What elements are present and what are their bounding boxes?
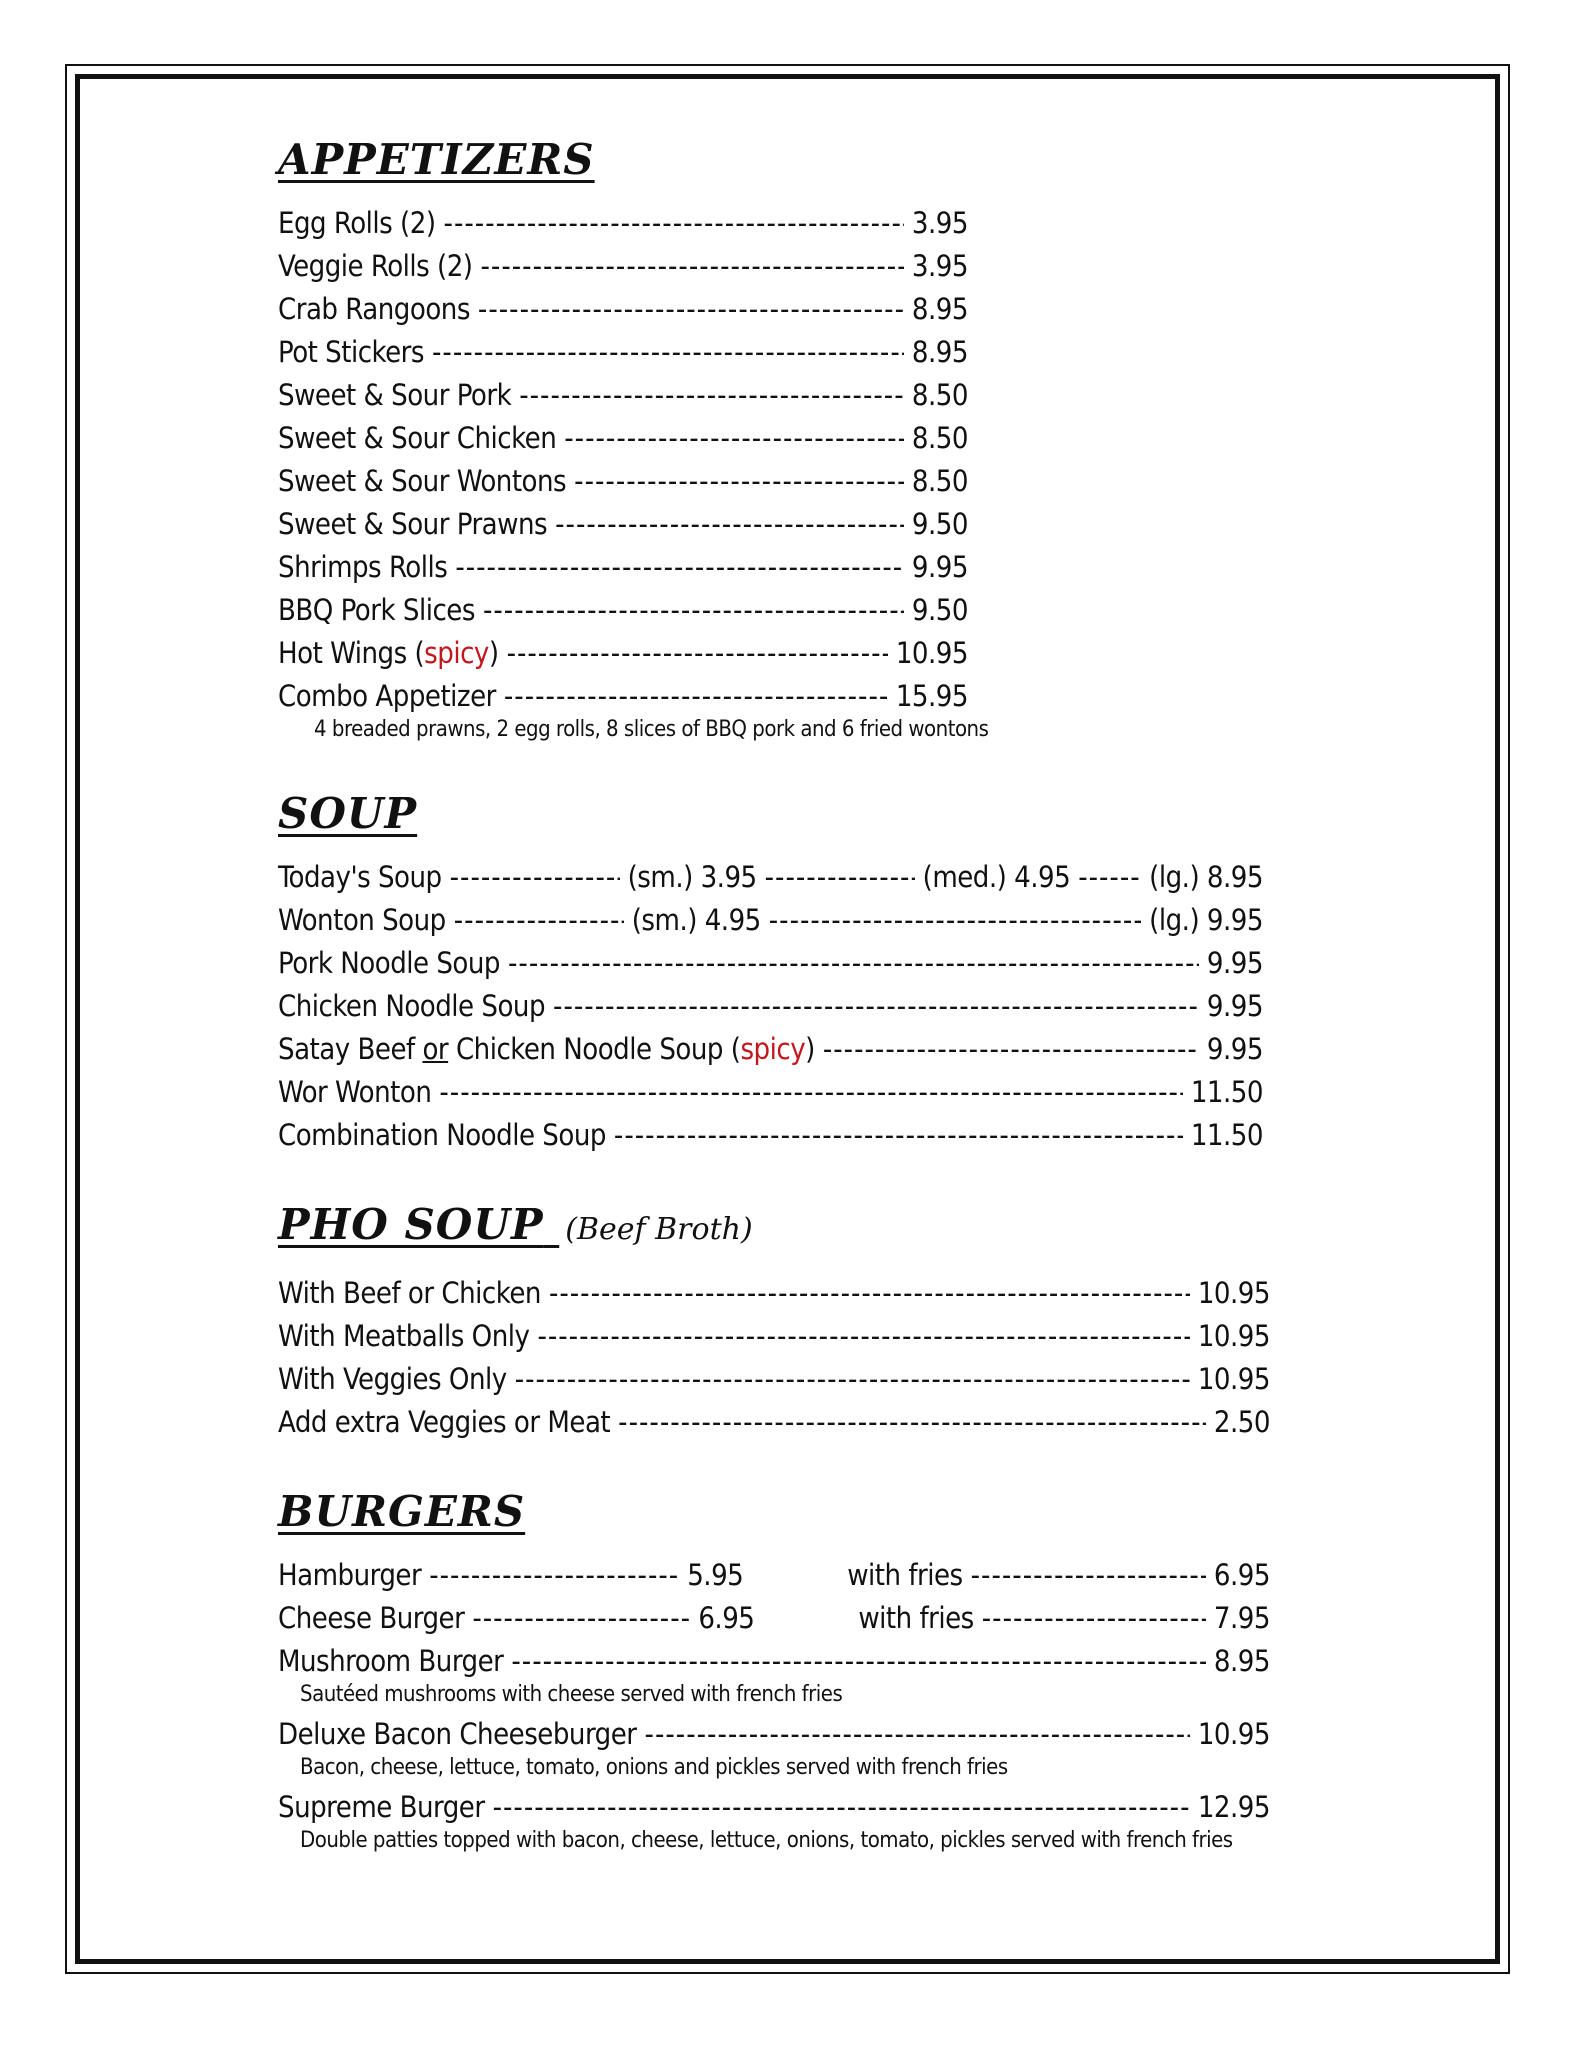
spicy-label: spicy — [424, 636, 489, 670]
menu-item — [278, 1597, 1270, 1640]
menu-item — [278, 1315, 1270, 1358]
soup-section — [278, 786, 1263, 1157]
burgers-heading: BURGERS — [278, 1487, 526, 1536]
item-price-small: (sm.) 4.95 — [631, 903, 761, 937]
item-description: 4 breaded prawns, 2 egg rolls, 8 slices of BBQ pork and 6 fried wontons — [314, 717, 989, 742]
menu-item — [278, 1272, 1270, 1315]
item-name: Crab Rangoons — [278, 292, 470, 326]
fries-label: with fries — [858, 1601, 974, 1635]
item-name: BBQ Pork Slices — [278, 593, 475, 627]
pho-heading: PHO SOUP (Beef Broth) — [278, 1197, 1270, 1258]
menu-item — [278, 1786, 1270, 1829]
menu-item — [278, 942, 1263, 985]
item-name: Combo Appetizer — [278, 679, 496, 713]
menu-item — [278, 417, 968, 460]
item-price: 11.50 — [1190, 1118, 1263, 1152]
menu-item — [278, 460, 968, 503]
item-price: 10.95 — [895, 636, 968, 670]
item-name: With Meatballs Only — [278, 1319, 530, 1353]
item-price: 3.95 — [911, 206, 968, 240]
item-name: With Beef or Chicken — [278, 1276, 541, 1310]
menu-item — [278, 899, 1263, 942]
menu-item — [278, 1401, 1270, 1444]
menu-item — [278, 985, 1263, 1028]
menu-item — [278, 331, 968, 374]
menu-item — [278, 856, 1263, 899]
item-price-medium: (med.) 4.95 — [922, 860, 1071, 894]
item-price: 8.95 — [911, 292, 968, 326]
menu-item — [278, 1358, 1270, 1401]
menu-item — [278, 503, 968, 546]
item-price: 9.95 — [1206, 1032, 1263, 1066]
item-description: Sautéed mushrooms with cheese served with french fries — [300, 1682, 843, 1707]
item-name: Combination Noodle Soup — [278, 1118, 606, 1152]
item-name: Sweet & Sour Pork — [278, 378, 512, 412]
item-name: Deluxe Bacon Cheeseburger — [278, 1717, 637, 1751]
item-price: 10.95 — [1197, 1319, 1270, 1353]
item-name: Wonton Soup — [278, 903, 446, 937]
item-name: Today's Soup — [278, 860, 442, 894]
menu-content — [278, 132, 1278, 1897]
item-name: With Veggies Only — [278, 1362, 507, 1396]
item-price: 9.50 — [911, 593, 968, 627]
item-price: 10.95 — [1197, 1362, 1270, 1396]
menu-item — [278, 1713, 1270, 1756]
spicy-label: spicy — [740, 1032, 806, 1066]
item-name: Egg Rolls (2) — [278, 206, 436, 240]
item-price: 8.50 — [911, 464, 968, 498]
appetizers-section — [278, 132, 989, 746]
item-price: 8.50 — [911, 378, 968, 412]
item-price: 6.95 — [698, 1601, 755, 1635]
item-name: Satay Beef or Chicken Noodle Soup (spicy) — [278, 1032, 815, 1066]
item-name: Pork Noodle Soup — [278, 946, 500, 980]
menu-item — [278, 1071, 1263, 1114]
item-price: 2.50 — [1213, 1405, 1270, 1439]
menu-item — [278, 1640, 1270, 1683]
item-description: Bacon, cheese, lettuce, tomato, onions and pickles served with french fries — [300, 1755, 1008, 1780]
item-price: 12.95 — [1197, 1790, 1270, 1824]
item-price: 9.95 — [911, 550, 968, 584]
item-name: Mushroom Burger — [278, 1644, 504, 1678]
item-name: Sweet & Sour Wontons — [278, 464, 567, 498]
menu-item — [278, 288, 968, 331]
menu-item — [278, 202, 968, 245]
item-price: 8.50 — [911, 421, 968, 455]
menu-item — [278, 546, 968, 589]
item-price-large: (lg.) 9.95 — [1149, 903, 1263, 937]
item-name: Hot Wings (spicy) — [278, 636, 499, 670]
item-name: Cheese Burger — [278, 1601, 465, 1635]
menu-item — [278, 1028, 1263, 1071]
menu-item — [278, 632, 968, 675]
item-name: Hamburger — [278, 1558, 422, 1592]
item-price: 8.95 — [1213, 1644, 1270, 1678]
item-price: 3.95 — [911, 249, 968, 283]
burgers-section — [278, 1484, 1270, 1857]
item-price: 9.50 — [911, 507, 968, 541]
item-name: Pot Stickers — [278, 335, 424, 369]
item-name: Sweet & Sour Prawns — [278, 507, 548, 541]
item-price-small: (sm.) 3.95 — [627, 860, 757, 894]
item-price: 10.95 — [1197, 1276, 1270, 1310]
soup-heading: SOUP — [278, 789, 418, 838]
menu-item — [278, 1114, 1263, 1157]
item-price: 9.95 — [1206, 946, 1263, 980]
menu-item — [278, 374, 968, 417]
appetizers-heading: APPETIZERS — [278, 135, 595, 184]
fries-label: with fries — [847, 1558, 963, 1592]
pho-section — [278, 1197, 1270, 1444]
menu-item — [278, 675, 968, 718]
item-name: Shrimps Rolls — [278, 550, 448, 584]
item-name: Veggie Rolls (2) — [278, 249, 473, 283]
item-name: Sweet & Sour Chicken — [278, 421, 557, 455]
item-name: Chicken Noodle Soup — [278, 989, 546, 1023]
item-price: 5.95 — [687, 1558, 744, 1592]
item-price: 9.95 — [1206, 989, 1263, 1023]
fries-price: 6.95 — [1213, 1558, 1270, 1592]
item-name: Add extra Veggies or Meat — [278, 1405, 611, 1439]
item-price: 15.95 — [895, 679, 968, 713]
item-name: Wor Wonton — [278, 1075, 432, 1109]
item-description: Double patties topped with bacon, cheese, lettuce, onions, tomato, pickles served with french fries — [300, 1828, 1233, 1853]
item-price: 8.95 — [911, 335, 968, 369]
item-price: 11.50 — [1190, 1075, 1263, 1109]
item-price: 10.95 — [1197, 1717, 1270, 1751]
fries-price: 7.95 — [1213, 1601, 1270, 1635]
item-name: Supreme Burger — [278, 1790, 485, 1824]
item-price-large: (lg.) 8.95 — [1149, 860, 1263, 894]
menu-item — [278, 245, 968, 288]
menu-item — [278, 1554, 1270, 1597]
menu-item — [278, 589, 968, 632]
pho-subheading: (Beef Broth) — [565, 1212, 753, 1247]
